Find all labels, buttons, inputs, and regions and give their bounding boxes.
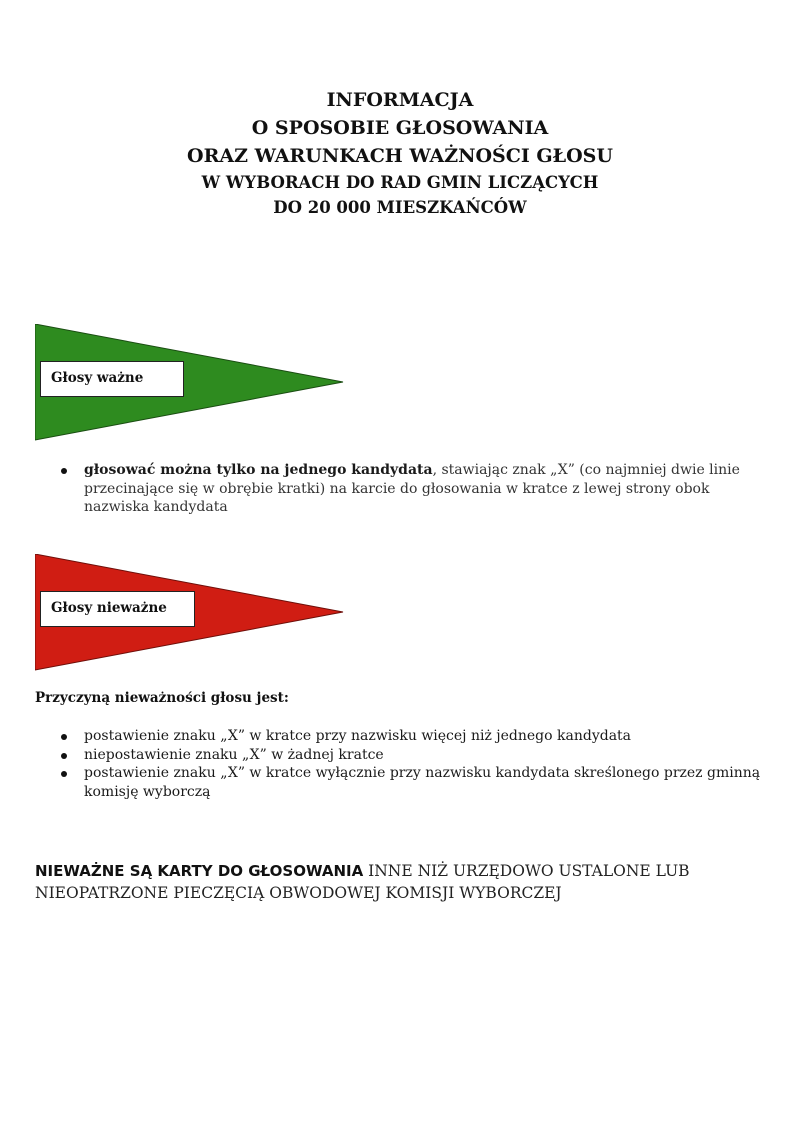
invalid-votes-label: Głosy nieważne [40, 591, 195, 627]
list-item: postawienie znaku „X” w kratce przy nazwisku więcej niż jednego kandydata [57, 727, 767, 746]
notice-text: INNE NIŻ URZĘDOWO USTALONE LUB NIEOPATRZONE PIECZĘCIĄ OBWODOWEJ KOMISJI WYBORCZEJ [35, 862, 690, 902]
invalid-ballot-notice [35, 860, 770, 904]
invalid-votes-pennant [35, 554, 345, 672]
notice-emphasis: NIEWAŻNE SĄ KARTY DO GŁOSOWANIA [35, 862, 364, 880]
list-item: niepostawienie znaku „X” w żadnej kratce [57, 746, 767, 765]
document-title [100, 86, 700, 220]
valid-votes-pennant [35, 324, 345, 442]
title-line-1: INFORMACJA [326, 89, 474, 111]
title-line-3: ORAZ WARUNKACH WAŻNOŚCI GŁOSU [187, 145, 613, 167]
valid-rule-emphasis: głosować można tylko na jednego kandydata [84, 462, 433, 478]
list-item: postawienie znaku „X” w kratce wyłącznie przy nazwisku kandydata skreślonego przez gminną komisję wyborczą [57, 764, 767, 801]
valid-rule-text: , stawiając znak „X” (co najmniej dwie linie przecinające się w obrębie kratki) na karcie do głosowania w kratce z lewej strony obok nazwiska kandydata [84, 462, 740, 515]
title-line-2: O SPOSOBIE GŁOSOWANIA [251, 117, 549, 139]
invalidity-reason-heading: Przyczyną nieważności głosu jest: [35, 690, 289, 706]
list-item [57, 461, 767, 517]
invalid-reasons-list [57, 727, 767, 801]
valid-votes-list [57, 461, 767, 517]
title-line-4: W WYBORACH DO RAD GMIN LICZĄCYCH [201, 173, 599, 192]
valid-votes-label: Głosy ważne [40, 361, 184, 397]
title-line-5: DO 20 000 MIESZKAŃCÓW [273, 198, 527, 217]
